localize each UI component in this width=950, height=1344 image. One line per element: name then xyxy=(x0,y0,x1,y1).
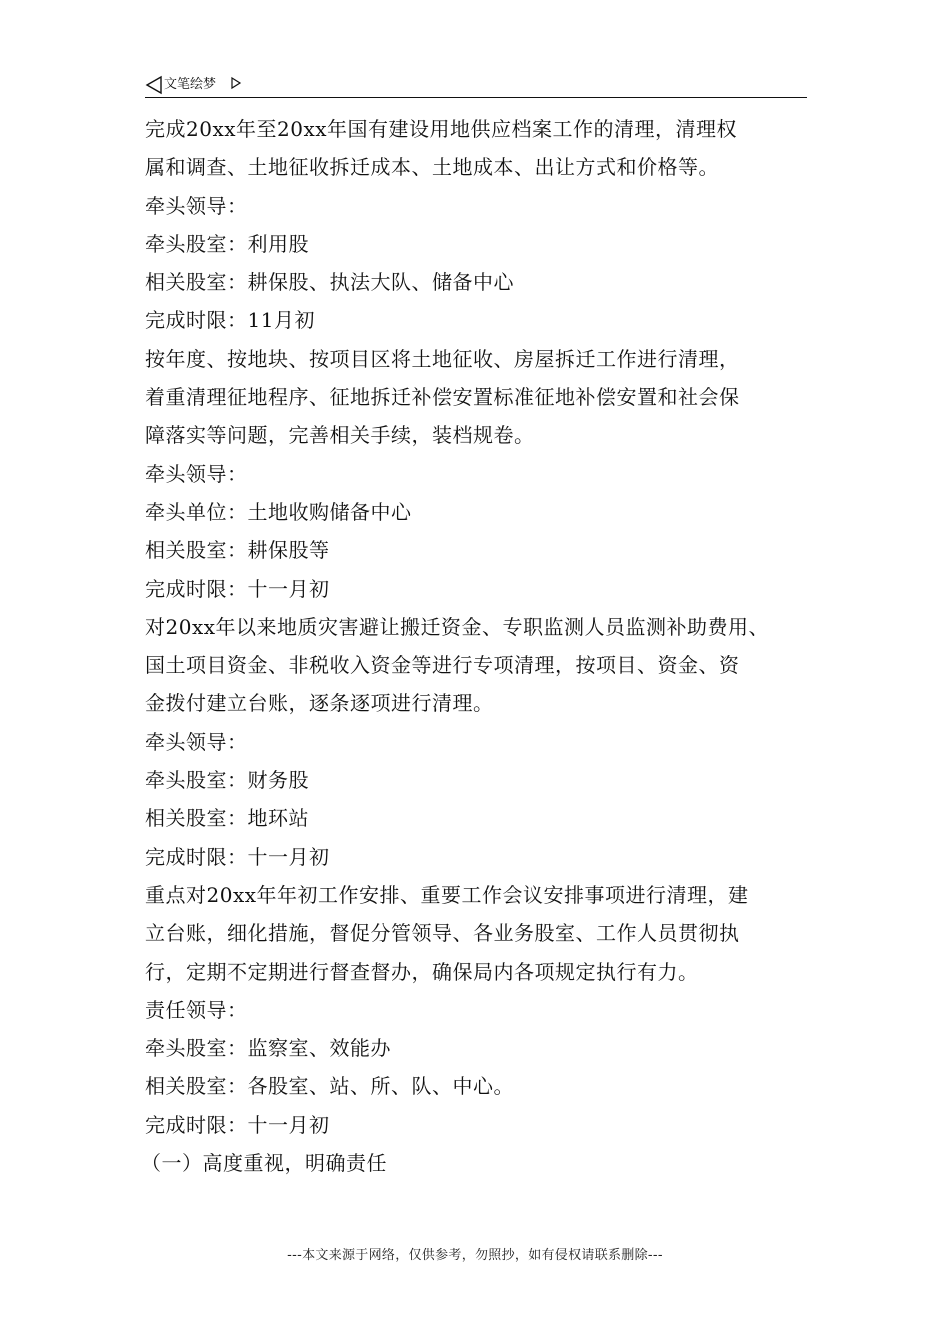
left-triangle-icon xyxy=(145,75,163,95)
body-line: 属和调查、土地征收拆迁成本、土地成本、出让方式和价格等。 xyxy=(145,155,719,180)
body-line: 牵头单位：土地收购储备中心 xyxy=(145,499,412,524)
page-header xyxy=(145,74,807,98)
body-line: 重点对20xx年年初工作安排、重要工作会议安排事项进行清理，建 xyxy=(145,882,749,907)
section-heading: （一）高度重视，明确责任 xyxy=(141,1151,387,1176)
body-line: 完成20xx年至20xx年国有建设用地供应档案工作的清理，清理权 xyxy=(145,117,738,141)
body-line: 牵头股室：监察室、效能办 xyxy=(145,1036,391,1061)
body-line: 牵头领导： xyxy=(145,193,248,218)
page-footer-disclaimer: ---本文来源于网络，仅供参考，勿照抄，如有侵权请联系删除--- xyxy=(287,1248,663,1263)
body-line: 障落实等问题，完善相关手续，装档规卷。 xyxy=(145,423,535,448)
body-line: 对20xx年以来地质灾害避让搬迁资金、专职监测人员监测补助费用、 xyxy=(145,614,770,639)
body-line: 着重清理征地程序、征地拆迁补偿安置标准征地补偿安置和社会保 xyxy=(145,385,740,410)
body-line: 责任领导： xyxy=(145,997,248,1022)
body-line: 完成时限：十一月初 xyxy=(145,844,330,869)
body-line: 牵头股室：财务股 xyxy=(145,768,309,793)
document-body xyxy=(141,110,815,1182)
body-line: 相关股室：地环站 xyxy=(145,806,309,831)
right-triangle-icon xyxy=(230,76,242,90)
body-line: 国土项目资金、非税收入资金等进行专项清理，按项目、资金、资 xyxy=(145,653,740,678)
body-line: 相关股室：各股室、站、所、队、中心。 xyxy=(145,1074,514,1099)
body-line: 牵头领导： xyxy=(145,461,248,486)
body-line: 相关股室：耕保股等 xyxy=(145,538,330,563)
body-line: 金拨付建立台账，逐条逐项进行清理。 xyxy=(145,691,494,716)
body-line: 完成时限：十一月初 xyxy=(145,1112,330,1137)
body-line: 按年度、按地块、按项目区将土地征收、房屋拆迁工作进行清理， xyxy=(145,346,740,371)
header-rule xyxy=(145,97,807,98)
body-line: 完成时限：11月初 xyxy=(145,308,315,333)
body-line: 牵头领导： xyxy=(145,729,248,754)
body-line: 牵头股室：利用股 xyxy=(145,231,309,256)
body-line: 完成时限：十一月初 xyxy=(145,576,330,601)
body-line: 相关股室：耕保股、执法大队、储备中心 xyxy=(145,270,514,295)
body-line: 行，定期不定期进行督查督办，确保局内各项规定执行有力。 xyxy=(145,959,699,984)
body-line: 立台账，细化措施，督促分管领导、各业务股室、工作人员贯彻执 xyxy=(145,921,740,946)
header-brand: 文笔绘梦 xyxy=(164,77,217,92)
